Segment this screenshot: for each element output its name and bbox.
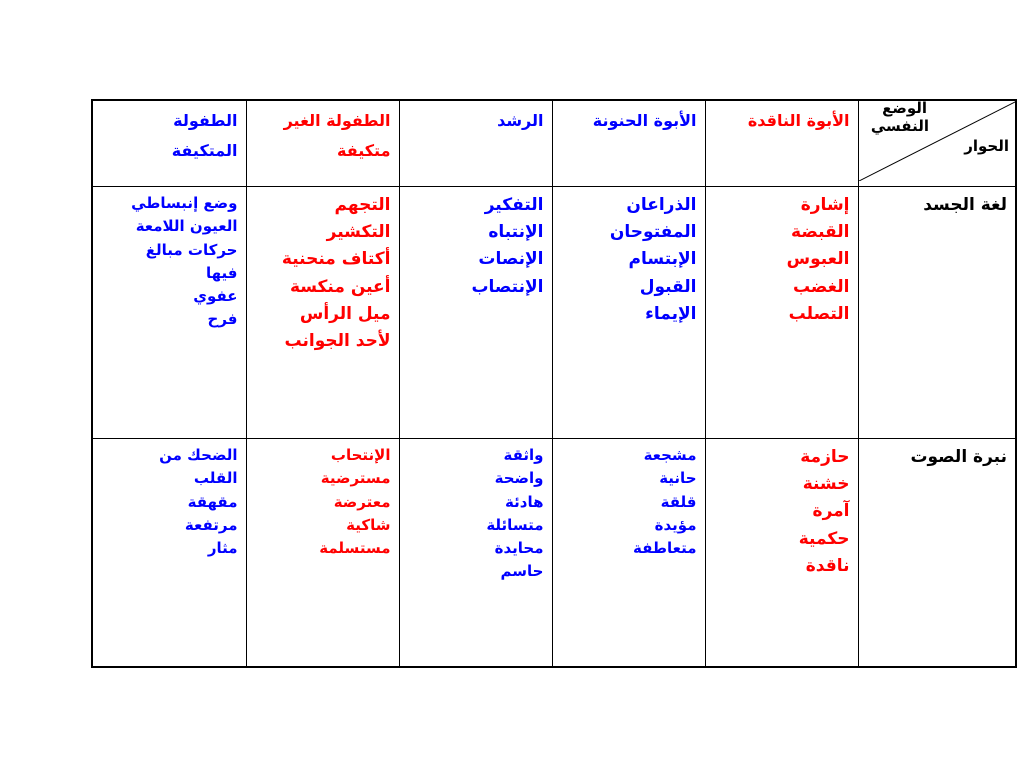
corner-label-top: الوضع xyxy=(882,99,927,117)
cell-line: أكتاف منحنية xyxy=(281,249,391,270)
cell-line: المفتوحان xyxy=(609,222,697,243)
cell-voice-rebellious-child xyxy=(246,439,399,668)
cell-line: حركات مبالغ xyxy=(145,240,238,259)
cell-line: أعين منكسة xyxy=(289,276,391,297)
cell-line: واثقة xyxy=(503,446,544,464)
cell-line: متعاطفة xyxy=(632,539,697,557)
cell-voice-nurturing-parent xyxy=(552,439,705,668)
cell-voice-critical-parent xyxy=(705,439,858,668)
header-row xyxy=(92,100,1016,187)
transactional-analysis-table xyxy=(91,99,1017,668)
cell-voice-adapted-child xyxy=(92,439,246,668)
cell-line: التكشير xyxy=(326,222,391,243)
cell-line: الإنتباه xyxy=(488,222,544,243)
cell-line: القبول xyxy=(639,276,697,297)
cell-line: مرتفعة xyxy=(184,515,238,534)
cell-line: مقهقة xyxy=(187,492,238,511)
header-adapted-child-line-2: المتكيفة xyxy=(171,140,238,160)
cell-line: شاكية xyxy=(346,515,391,534)
cell-body-adult xyxy=(399,187,552,439)
header-adapted-child-line-1: الطفولة xyxy=(173,111,238,130)
cell-line: مشجعة xyxy=(643,446,697,464)
cell-voice-adult xyxy=(399,439,552,668)
cell-line: إشارة xyxy=(800,195,850,215)
cell-line: معترضة xyxy=(333,492,391,511)
header-nurturing-parent xyxy=(552,100,705,187)
cell-line: الضحك من xyxy=(159,446,238,464)
cell-line: متسائلة xyxy=(486,515,544,534)
row-label-tone-of-voice xyxy=(858,439,1016,668)
row-label-body-language xyxy=(858,187,1016,439)
header-rebellious-child-line-2: متكيفة xyxy=(337,140,391,160)
cell-line: التفكير xyxy=(484,195,544,215)
cell-line: التصلب xyxy=(788,303,850,324)
cell-line: حانية xyxy=(659,469,697,488)
header-adult xyxy=(399,100,552,187)
cell-line: عفوي xyxy=(193,287,238,305)
header-adapted-child xyxy=(92,100,246,187)
cell-line: محايدة xyxy=(494,539,544,557)
cell-body-rebellious-child xyxy=(246,187,399,439)
cell-line: قلقة xyxy=(660,492,697,511)
row-label: لغة الجسد xyxy=(923,195,1007,215)
cell-line: العيون اللامعة xyxy=(135,217,238,236)
cell-line: الغضب xyxy=(792,276,850,297)
header-rebellious-child xyxy=(246,100,399,187)
cell-line: مؤيدة xyxy=(654,515,697,534)
cell-line: الإنصات xyxy=(478,249,544,270)
header-nurturing-parent-label: الأبوة الحنونة xyxy=(592,111,697,130)
cell-line: التجهم xyxy=(334,195,391,215)
cell-line: العبوس xyxy=(786,249,850,270)
cell-line: حكمية xyxy=(798,528,850,549)
cell-line: القلب xyxy=(193,469,238,488)
corner-label-middle: النفسي xyxy=(870,117,929,135)
cell-line: فرح xyxy=(207,310,238,329)
header-adult-label: الرشد xyxy=(497,111,544,130)
cell-line: مثار xyxy=(207,539,238,557)
cell-line: الإنتصاب xyxy=(471,276,544,297)
cell-body-critical-parent xyxy=(705,187,858,439)
cell-line: الذراعان xyxy=(626,195,697,215)
header-critical-parent-label: الأبوة الناقدة xyxy=(747,111,850,130)
cell-line: حازمة xyxy=(800,447,850,467)
cell-line: فيها xyxy=(206,263,238,282)
cell-body-adapted-child xyxy=(92,187,246,439)
cell-line: الإبتسام xyxy=(628,249,697,270)
cell-line: ناقدة xyxy=(805,555,850,576)
corner-header-cell xyxy=(858,100,1016,187)
cell-line: الإنتحاب xyxy=(330,446,391,464)
cell-line: حاسم xyxy=(500,562,544,581)
row-body-language xyxy=(92,187,1016,439)
cell-line: خشنة xyxy=(802,474,850,495)
cell-line: مسترضية xyxy=(320,469,391,488)
cell-line: الإيماء xyxy=(645,303,697,324)
cell-line: واضحة xyxy=(494,469,544,488)
row-label: نبرة الصوت xyxy=(910,447,1007,467)
cell-line: القبضة xyxy=(791,222,850,243)
row-tone-of-voice xyxy=(92,439,1016,668)
cell-line: هادئة xyxy=(505,492,544,511)
cell-body-nurturing-parent xyxy=(552,187,705,439)
header-critical-parent xyxy=(705,100,858,187)
header-rebellious-child-line-1: الطفولة الغير xyxy=(283,111,391,130)
cell-line: لأحد الجوانب xyxy=(284,330,391,351)
cell-line: وضع إنبساطي xyxy=(131,194,238,212)
cell-line: مستسلمة xyxy=(319,539,391,557)
corner-label-bottom: الحوار xyxy=(964,137,1009,155)
cell-line: ميل الرأس xyxy=(299,303,391,324)
cell-line: آمرة xyxy=(812,501,850,522)
